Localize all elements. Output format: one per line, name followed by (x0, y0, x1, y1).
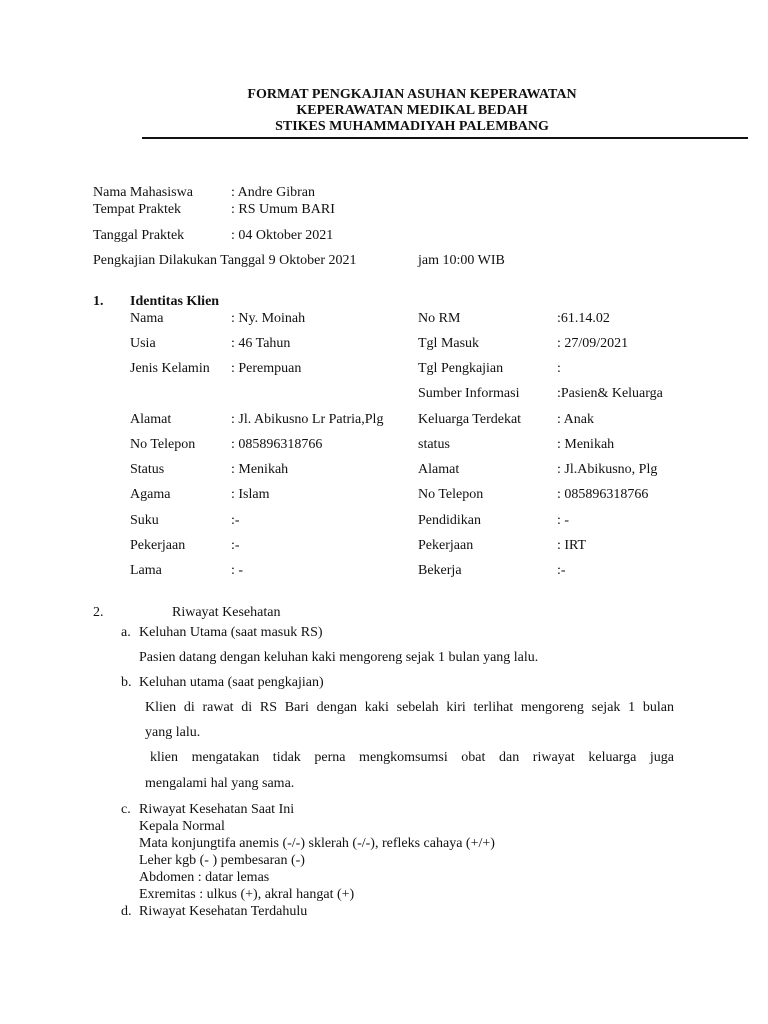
identity-left-label: Usia (130, 336, 156, 351)
header-title-line-1: FORMAT PENGKAJIAN ASUHAN KEPERAWATAN (247, 87, 577, 102)
section-1-number: 1. (93, 294, 104, 309)
item-d-title: Riwayat Kesehatan Terdahulu (139, 904, 308, 919)
identity-right-label: Tgl Masuk (418, 336, 480, 351)
identity-left-label: Status (130, 462, 165, 477)
identity-left-label: Lama (130, 563, 162, 578)
section-2-title: Riwayat Kesehatan (172, 605, 281, 620)
identity-left-label: Pekerjaan (130, 538, 186, 553)
item-c-line-1: Kepala Normal (139, 819, 225, 834)
item-a-text: Pasien datang dengan keluhan kaki mengoreng sejak 1 bulan yang lalu. (139, 650, 539, 665)
section-1-title: Identitas Klien (130, 294, 220, 309)
identity-right-label: Tgl Pengkajian (418, 361, 504, 376)
item-b-line-1: Klien di rawat di RS Bari dengan kaki sebelah kiri terlihat mengoreng sejak 1 bulan (145, 700, 674, 715)
identity-right-value: : Menikah (557, 437, 615, 452)
student-name-value: : Andre Gibran (231, 185, 315, 200)
identity-left-label: Jenis Kelamin (130, 361, 210, 376)
document-header (0, 87, 768, 135)
item-c-marker: c. (121, 802, 131, 817)
item-d-marker: d. (121, 904, 132, 919)
item-b-line-2: yang lalu. (145, 725, 201, 740)
identity-right-label: Pendidikan (418, 513, 481, 528)
practice-date-value: : 04 Oktober 2021 (231, 228, 334, 243)
identity-left-value: :- (231, 513, 240, 528)
practice-place-value: : RS Umum BARI (231, 202, 335, 217)
identity-left-label: Suku (130, 513, 159, 528)
identity-right-value: : Anak (557, 412, 594, 427)
item-b-line-4: mengalami hal yang sama. (145, 776, 295, 791)
identity-left-value: : Perempuan (231, 361, 302, 376)
identity-left-value: : 085896318766 (231, 437, 323, 452)
identity-right-label: status (418, 437, 450, 452)
identity-left-value: : Islam (231, 487, 270, 502)
identity-right-label: No Telepon (418, 487, 484, 502)
practice-date-label: Tanggal Praktek (93, 228, 185, 243)
identity-right-label: Bekerja (418, 563, 462, 578)
item-a-title: Keluhan Utama (saat masuk RS) (139, 625, 323, 640)
identity-right-label: Pekerjaan (418, 538, 474, 553)
identity-left-value: : - (231, 563, 244, 578)
identity-left-label: Alamat (130, 412, 172, 427)
identity-left-value: : Jl. Abikusno Lr Patria,Plg (231, 412, 384, 427)
section-2-number: 2. (93, 605, 104, 620)
identity-left-value: :- (231, 538, 240, 553)
identity-right-value: : 085896318766 (557, 487, 649, 502)
identity-right-value: : (557, 361, 561, 376)
item-c-title: Riwayat Kesehatan Saat Ini (139, 802, 295, 817)
student-name-label: Nama Mahasiswa (93, 185, 193, 200)
identity-left-value: : 46 Tahun (231, 336, 291, 351)
identity-right-label: Alamat (418, 462, 460, 477)
identity-right-value: : IRT (557, 538, 587, 553)
item-c-line-4: Abdomen : datar lemas (139, 870, 270, 885)
assessment-date-text: Pengkajian Dilakukan Tanggal 9 Oktober 2021 (93, 253, 357, 268)
assessment-time-text: jam 10:00 WIB (418, 253, 505, 268)
item-c-line-3: Leher kgb (- ) pembesaran (-) (139, 853, 305, 868)
identity-left-label: No Telepon (130, 437, 196, 452)
identity-left-value: : Ny. Moinah (231, 311, 306, 326)
identity-right-value: : Jl.Abikusno, Plg (557, 462, 658, 477)
identity-right-value: :61.14.02 (557, 311, 610, 326)
identity-right-label: No RM (418, 311, 461, 326)
item-b-line-3: klien mengatakan tidak perna mengkomsumsi obat dan riwayat keluarga juga (150, 750, 674, 765)
identity-right-value: :- (557, 563, 566, 578)
item-b-title: Keluhan utama (saat pengkajian) (139, 675, 324, 690)
identity-left-label: Nama (130, 311, 164, 326)
identity-right-label: Sumber Informasi (418, 386, 520, 401)
item-c-line-5: Exremitas : ulkus (+), akral hangat (+) (139, 887, 355, 902)
header-divider (142, 137, 748, 139)
identity-right-value: :Pasien& Keluarga (557, 386, 663, 401)
item-c-line-2: Mata konjungtifa anemis (-/-) sklerah (-/-), refleks cahaya (+/+) (139, 836, 495, 851)
identity-right-value: : - (557, 513, 570, 528)
header-title-line-2: KEPERAWATAN MEDIKAL BEDAH (296, 103, 528, 118)
identity-left-value: : Menikah (231, 462, 289, 477)
item-b-marker: b. (121, 675, 132, 690)
identity-right-label: Keluarga Terdekat (418, 412, 522, 427)
item-a-marker: a. (121, 625, 131, 640)
identity-left-label: Agama (130, 487, 171, 502)
header-title-line-3: STIKES MUHAMMADIYAH PALEMBANG (275, 119, 549, 134)
identity-right-value: : 27/09/2021 (557, 336, 629, 351)
practice-place-label: Tempat Praktek (93, 202, 182, 217)
